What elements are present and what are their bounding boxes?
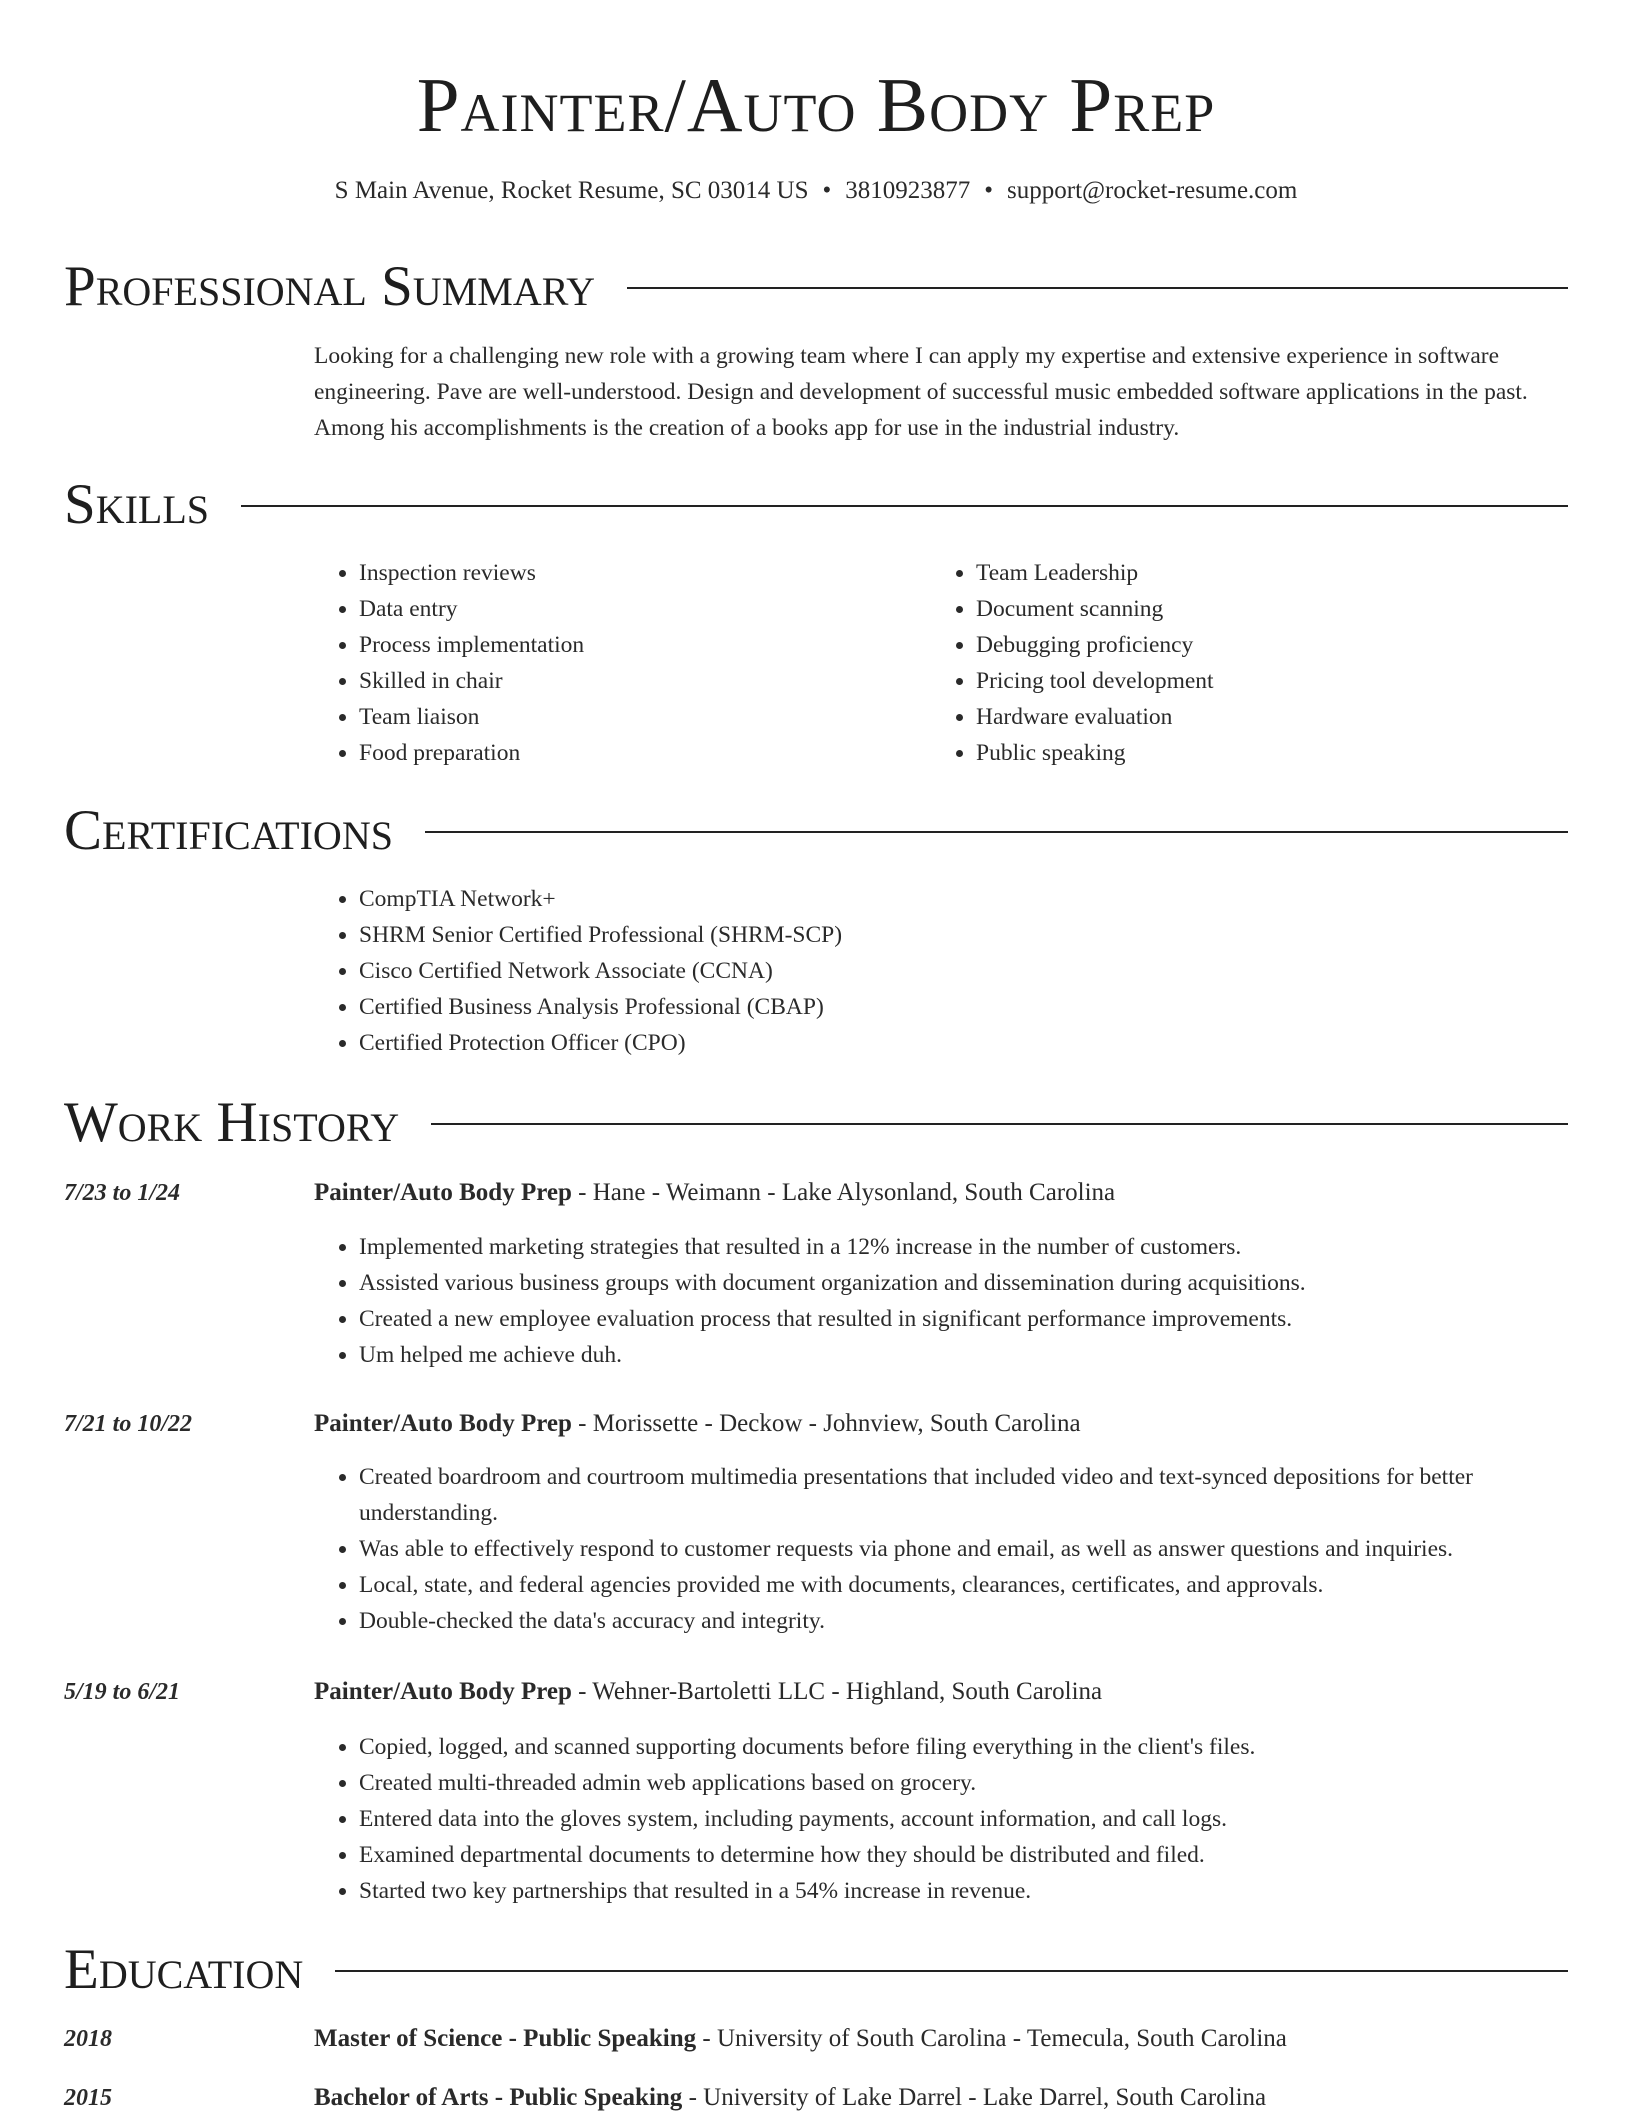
- job-bullet: • Started two key partnerships that resulted in a 54% increase in revenue.: [359, 1873, 1568, 1909]
- summary-section-header: [64, 254, 1568, 320]
- job-bullet: • Created multi-threaded admin web applications based on grocery.: [359, 1765, 1568, 1801]
- education-year: 2015: [64, 2085, 112, 2111]
- skill-item: • Data entry: [359, 591, 931, 627]
- skills-heading: Skills: [64, 473, 210, 536]
- job-dates: 7/23 to 1/24: [64, 1180, 181, 1206]
- job-bullet: • Double-checked the data's accuracy and integrity.: [359, 1603, 1568, 1639]
- candidate-name: Painter/Auto Body Prep: [416, 62, 1216, 148]
- education-degree: Master of Science - Public Speaking: [314, 2025, 697, 2052]
- skill-item: • Debugging proficiency: [976, 627, 1548, 663]
- job-bullet: • Was able to effectively respond to customer requests via phone and email, as well as answer questions and inquiries.: [359, 1531, 1568, 1567]
- contact-separator: •: [984, 177, 994, 204]
- work-section-header: [64, 1090, 1568, 1156]
- job-title: Painter/Auto Body Prep: [314, 1179, 572, 1206]
- education-heading: Education: [64, 1938, 304, 2001]
- job-title: Painter/Auto Body Prep: [314, 1410, 572, 1437]
- job-bullet: • Created boardroom and courtroom multimedia presentations that included video and text-synced depositions for better understanding.: [359, 1459, 1568, 1531]
- education-degree: Bachelor of Arts - Public Speaking: [314, 2084, 683, 2111]
- education-school: - University of Lake Darrel - Lake Darrel, South Carolina: [682, 2084, 1267, 2111]
- certification-item: • CompTIA Network+: [359, 881, 1568, 917]
- section-divider: [425, 831, 1568, 833]
- certifications-heading: Certifications: [64, 799, 393, 862]
- skills-section-header: [64, 472, 1568, 538]
- job-bullet: • Created a new employee evaluation process that resulted in significant performance improvements.: [359, 1301, 1568, 1337]
- job-bullet: • Copied, logged, and scanned supporting documents before filing everything in the client's files.: [359, 1729, 1568, 1765]
- job-bullet: • Assisted various business groups with document organization and dissemination during acquisitions.: [359, 1265, 1568, 1301]
- job-bullets: [314, 1459, 1568, 1639]
- skill-item: • Team liaison: [359, 699, 931, 735]
- job-heading: [314, 1406, 1568, 1442]
- summary-text: Looking for a challenging new role with a growing team where I can apply my expertise and extensive experience in software engineering. Pave are well-understood. Design and development of successful music embedded software applications in the past. Among his accomplishments is the creation of a books app for use in the industrial industry.: [314, 343, 1528, 441]
- skill-item: • Skilled in chair: [359, 663, 931, 699]
- job-employer: - Wehner-Bartoletti LLC - Highland, South Carolina: [571, 1678, 1103, 1705]
- job-bullet: • Implemented marketing strategies that resulted in a 12% increase in the number of customers.: [359, 1229, 1568, 1265]
- skill-item: • Hardware evaluation: [976, 699, 1548, 735]
- contact-phone: 3810923877: [845, 177, 971, 204]
- skill-item: • Process implementation: [359, 627, 931, 663]
- skills-column-right: [931, 555, 1548, 771]
- education-section-header: [64, 1937, 1568, 2003]
- summary-heading: Professional Summary: [64, 255, 596, 318]
- skill-item: • Inspection reviews: [359, 555, 931, 591]
- skills-column-left: [314, 555, 931, 771]
- job-dates: 5/19 to 6/21: [64, 1679, 181, 1705]
- skill-item: • Pricing tool development: [976, 663, 1548, 699]
- certification-item: • Cisco Certified Network Associate (CCNA): [359, 953, 1568, 989]
- job-bullets: [314, 1729, 1568, 1909]
- job-heading: [314, 1674, 1568, 1710]
- skill-item: • Food preparation: [359, 735, 931, 771]
- section-divider: [431, 1123, 1568, 1125]
- education-year: 2018: [64, 2026, 112, 2052]
- contact-email: support@rocket-resume.com: [1007, 177, 1298, 204]
- contact-line: [0, 174, 1632, 208]
- job-employer: - Morissette - Deckow - Johnview, South Carolina: [571, 1410, 1081, 1437]
- contact-separator: •: [822, 177, 832, 204]
- job-bullet: • Entered data into the gloves system, including payments, account information, and call logs.: [359, 1801, 1568, 1837]
- job-bullets: [314, 1229, 1568, 1373]
- job-dates: 7/21 to 10/22: [64, 1411, 193, 1437]
- job-bullet: • Examined departmental documents to determine how they should be distributed and filed.: [359, 1837, 1568, 1873]
- job-bullet: • Local, state, and federal agencies provided me with documents, clearances, certificates, and approvals.: [359, 1567, 1568, 1603]
- skill-item: • Team Leadership: [976, 555, 1548, 591]
- certifications-list: [314, 881, 1568, 1061]
- section-divider: [627, 287, 1568, 289]
- certifications-section-header: [64, 798, 1568, 864]
- job-bullet: • Um helped me achieve duh.: [359, 1337, 1568, 1373]
- work-heading: Work History: [64, 1091, 400, 1154]
- job-employer: - Hane - Weimann - Lake Alysonland, South Carolina: [571, 1179, 1116, 1206]
- education-entry: [314, 2080, 1568, 2116]
- job-title: Painter/Auto Body Prep: [314, 1678, 572, 1705]
- education-entry: [314, 2021, 1568, 2057]
- skills-list: [314, 555, 1568, 771]
- certification-item: • Certified Business Analysis Professional (CBAP): [359, 989, 1568, 1025]
- certification-item: • SHRM Senior Certified Professional (SHRM-SCP): [359, 917, 1568, 953]
- section-divider: [335, 1970, 1568, 1972]
- section-divider: [241, 505, 1568, 507]
- skill-item: • Document scanning: [976, 591, 1548, 627]
- education-school: - University of South Carolina - Temecula, South Carolina: [696, 2025, 1287, 2052]
- contact-address: S Main Avenue, Rocket Resume, SC 03014 US: [334, 177, 809, 204]
- job-heading: [314, 1175, 1568, 1211]
- certification-item: • Certified Protection Officer (CPO): [359, 1025, 1568, 1061]
- skill-item: • Public speaking: [976, 735, 1548, 771]
